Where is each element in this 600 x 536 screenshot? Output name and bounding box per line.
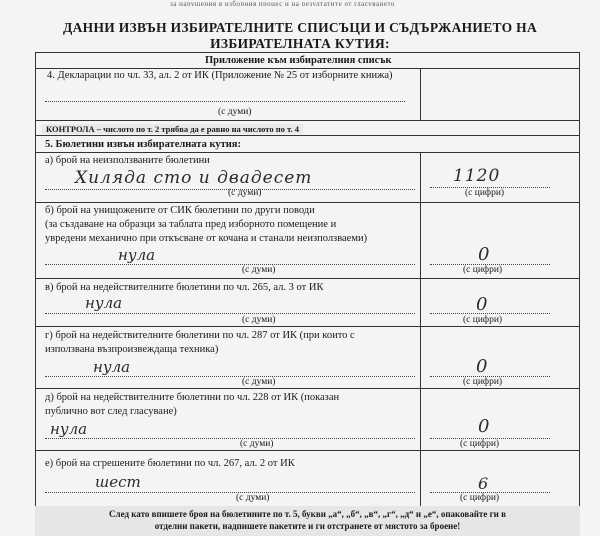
item-d-digits-caption: (с цифри) xyxy=(460,439,500,449)
item-v-handwritten-digits: 0 xyxy=(476,294,488,315)
col-divider xyxy=(420,152,421,202)
col-divider xyxy=(420,278,421,326)
item-v-words-caption: (с думи) xyxy=(242,315,276,325)
item-g-words-caption: (с думи) xyxy=(242,377,276,387)
appendix-heading: Приложение към избирателния списък xyxy=(205,55,392,66)
col-divider xyxy=(420,326,421,388)
item-v-handwritten-words: нула xyxy=(85,294,123,312)
item-g-words-line xyxy=(45,376,415,377)
row-divider xyxy=(35,278,580,279)
row-divider xyxy=(35,120,580,121)
item-e-digits-caption: (с цифри) xyxy=(460,493,500,503)
item-d-handwritten-digits: 0 xyxy=(478,416,490,437)
item-d-label-line2: публично вот след гласуване) xyxy=(45,406,177,417)
item-v-digits-line xyxy=(430,313,550,314)
item-g-label-line1: г) брой на недействителните бюлетини по чл. 287 от ИК (при които с xyxy=(45,330,355,341)
item-d-words-line xyxy=(45,438,415,439)
item-b-digits-caption: (с цифри) xyxy=(463,265,503,275)
item-a-digits-caption: (с цифри) xyxy=(465,188,505,198)
item-b-words-line xyxy=(45,264,415,265)
item-a-label: а) брой на неизползваните бюлетини xyxy=(45,155,210,166)
footer-instruction xyxy=(35,506,580,536)
col-divider xyxy=(420,68,421,120)
section5-heading: 5. Бюлетини извън избирателната кутия: xyxy=(45,139,241,150)
item-g-label-line2: използвана възпроизвеждаща техника) xyxy=(45,344,219,355)
item-d-handwritten-words: нула xyxy=(50,420,88,438)
document-title-line2: ИЗБИРАТЕЛНАТА КУТИЯ: xyxy=(210,36,390,51)
item-v-digits-caption: (с цифри) xyxy=(463,315,503,325)
row-divider xyxy=(35,152,580,153)
item-b-handwritten-words: нула xyxy=(118,246,156,264)
row-divider xyxy=(35,326,580,327)
control-note: КОНТРОЛА – числото по т. 2 трябва да е равно на числото по т. 4 xyxy=(42,124,303,134)
item-b-label-line1: б) брой на унищожените от СИК бюлетини по други поводи xyxy=(45,205,315,216)
col-divider xyxy=(420,202,421,278)
item-b-label-line3: увредени механично при откъсване от кочана и станали неизползваеми) xyxy=(45,233,368,244)
row-divider xyxy=(35,450,580,451)
item-a-handwritten-digits: 1120 xyxy=(453,166,501,186)
item-e-handwritten-words: шест xyxy=(95,473,141,491)
item-a-handwritten-words: Хиляда сто и двадесет xyxy=(75,168,313,188)
item-d-label-line1: д) брой на недействителните бюлетини по чл. 228 от ИК (показан xyxy=(45,392,340,403)
item-g-digits-caption: (с цифри) xyxy=(463,377,503,387)
cut-off-header-text: за нарушения в изборния процес и на резултатите от гласуването xyxy=(170,0,395,6)
item-a-words-caption: (с думи) xyxy=(228,188,262,198)
row-divider xyxy=(35,388,580,389)
row-divider xyxy=(35,68,580,69)
footer-line1: След като впишете броя на бюлетините по т. 5, букви „а“, „б“, „в“, „г“, „д“ и „е“, опаковайте ги в xyxy=(109,509,506,519)
row-divider xyxy=(35,135,580,136)
footer-line2: отделни пакети, надпишете пакетите и ги отстранете от мястото за броене! xyxy=(154,521,461,531)
item-b-label-line2: (за създаване на образци за таблата пред изборното помещение и xyxy=(45,219,337,230)
item-g-handwritten-digits: 0 xyxy=(476,356,488,377)
item-g-handwritten-words: нула xyxy=(93,358,131,376)
item-v-label: в) брой на недействителните бюлетини по чл. 265, ал. 3 от ИК xyxy=(45,282,324,293)
item-d-words-caption: (с думи) xyxy=(240,439,274,449)
item-v-words-line xyxy=(45,313,415,314)
col-divider xyxy=(420,388,421,450)
document-title-line1: ДАННИ ИЗВЪН ИЗБИРАТЕЛНИТЕ СПИСЪЦИ И СЪДЪРЖАНИЕТО НА xyxy=(63,20,537,35)
item4-words-line xyxy=(45,101,405,102)
item-e-label: е) брой на сгрешените бюлетини по чл. 267, ал. 2 от ИК xyxy=(45,458,295,469)
col-divider xyxy=(420,450,421,506)
item-b-handwritten-digits: 0 xyxy=(478,244,490,265)
item-b-words-caption: (с думи) xyxy=(242,265,276,275)
item-e-handwritten-digits: 6 xyxy=(478,474,489,493)
item4-words-caption: (с думи) xyxy=(218,107,252,117)
row-divider xyxy=(35,202,580,203)
item-e-words-caption: (с думи) xyxy=(236,493,270,503)
item-e-words-line xyxy=(45,492,415,493)
item4-label: 4. Декларации по чл. 33, ал. 2 от ИК (Приложение № 25 от изборните книжа) xyxy=(47,70,393,81)
